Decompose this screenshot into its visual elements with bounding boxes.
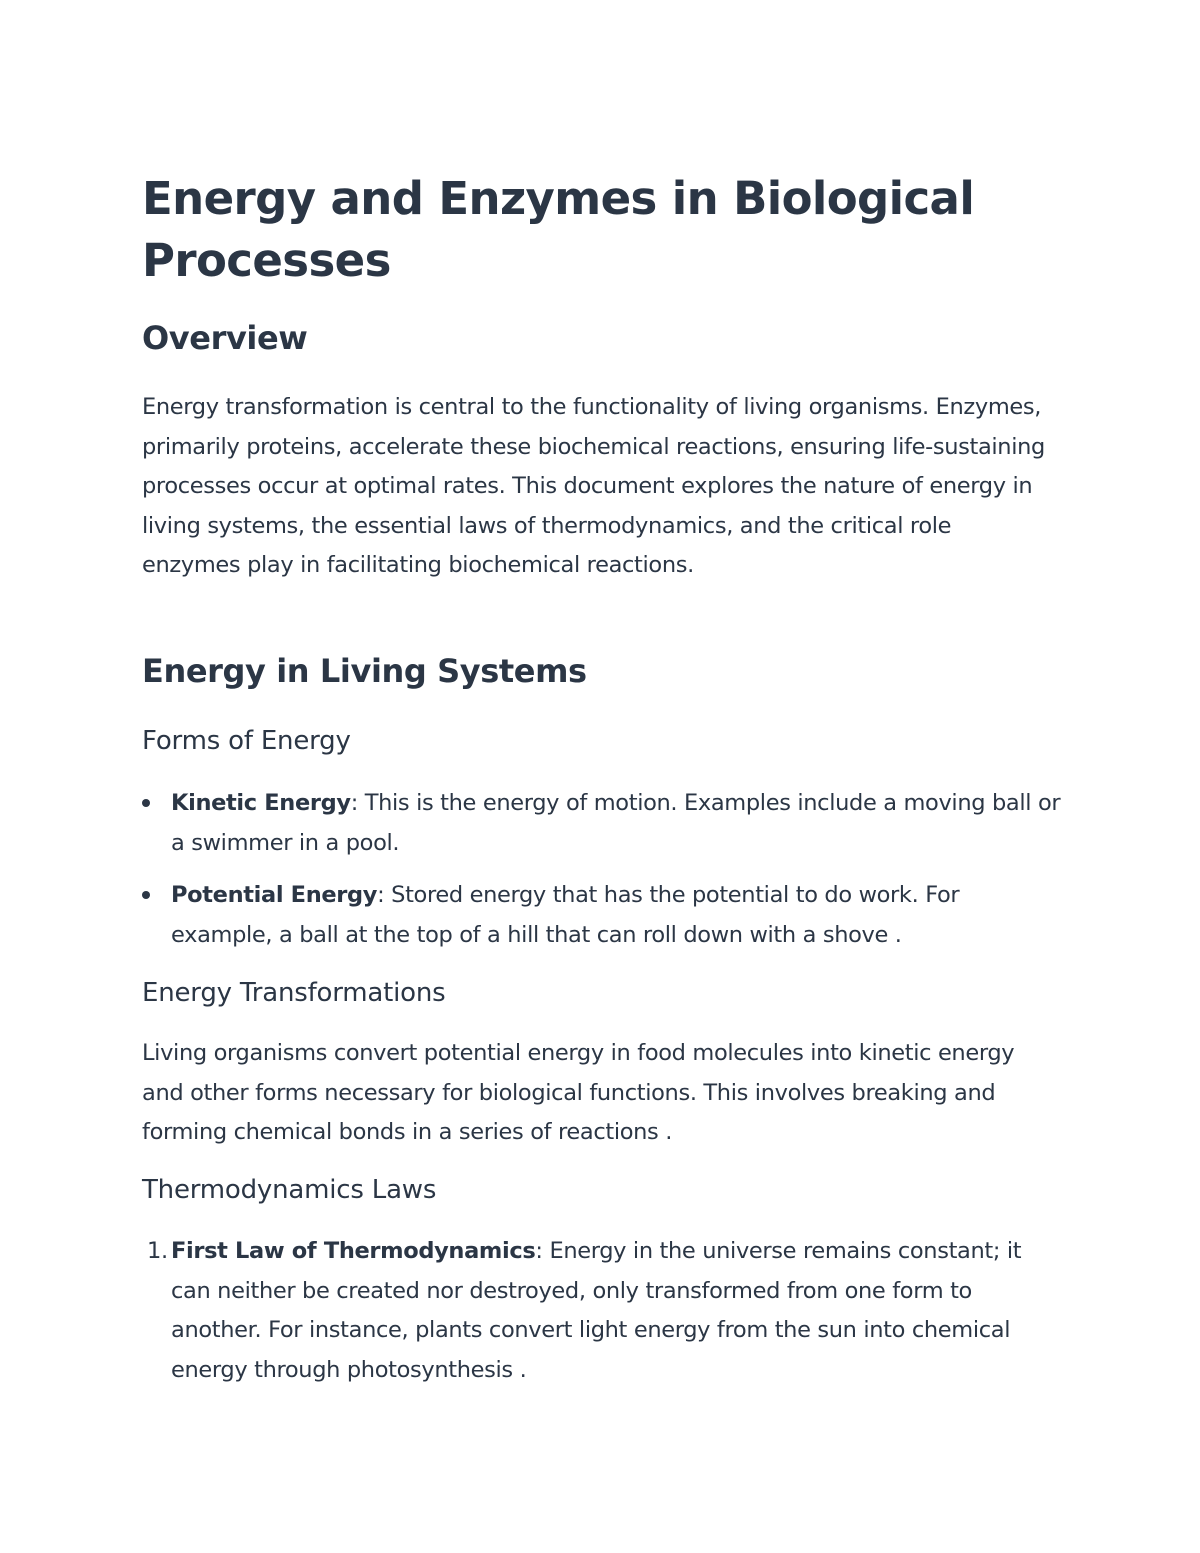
- overview-paragraph: Energy transformation is central to the functionality of living organisms. Enzymes, primarily proteins, accelerate these biochemical reactions, ensuring life-sustaining processes occur at optimal rates. This document explores the nature of energy in living systems, the essential laws of thermodynamics, and the critical role enzymes play in facilitating biochemical reactions.: [142, 394, 1045, 579]
- term-potential-energy: Potential Energy: [171, 882, 378, 909]
- kinetic-energy-description: : This is the energy of motion. Examples include a moving ball or a swimmer in a pool.: [171, 790, 1061, 856]
- term-kinetic-energy: Kinetic Energy: [171, 790, 351, 816]
- bullet-icon: [142, 799, 150, 807]
- thermodynamics-laws-list: [142, 1232, 1062, 1403]
- list-item-first-law: [142, 1232, 1062, 1390]
- first-law-description: : Energy in the universe remains constant; it can neither be created nor destroyed, only transformed from one form to another. For instance, plants convert light energy from the sun into chemical energy through photosynthesis .: [171, 1238, 1022, 1383]
- forms-of-energy-heading: Forms of Energy: [142, 726, 351, 756]
- list-number: 1.: [147, 1238, 168, 1264]
- potential-energy-description: : Stored energy that has the potential to do work. For example, a ball at the top of a hill that can roll down with a shove .: [171, 882, 960, 948]
- term-first-law: First Law of Thermodynamics: [171, 1238, 536, 1264]
- overview-heading: Overview: [142, 319, 308, 357]
- energy-in-living-systems-heading: Energy in Living Systems: [142, 652, 587, 690]
- forms-of-energy-list: [142, 784, 1062, 968]
- bullet-icon: [142, 891, 150, 899]
- energy-transformations-heading: Energy Transformations: [142, 978, 446, 1008]
- energy-transformations-paragraph: Living organisms convert potential energy in food molecules into kinetic energy and other forms necessary for biological functions. This involves breaking and forming chemical bonds in a series of reactions .: [142, 1040, 1015, 1146]
- document-title: Energy and Enzymes in Biological Processes: [142, 172, 975, 287]
- thermodynamics-laws-heading: Thermodynamics Laws: [142, 1175, 437, 1205]
- list-item-potential-energy: [142, 876, 1062, 955]
- list-item-kinetic-energy: [142, 784, 1062, 863]
